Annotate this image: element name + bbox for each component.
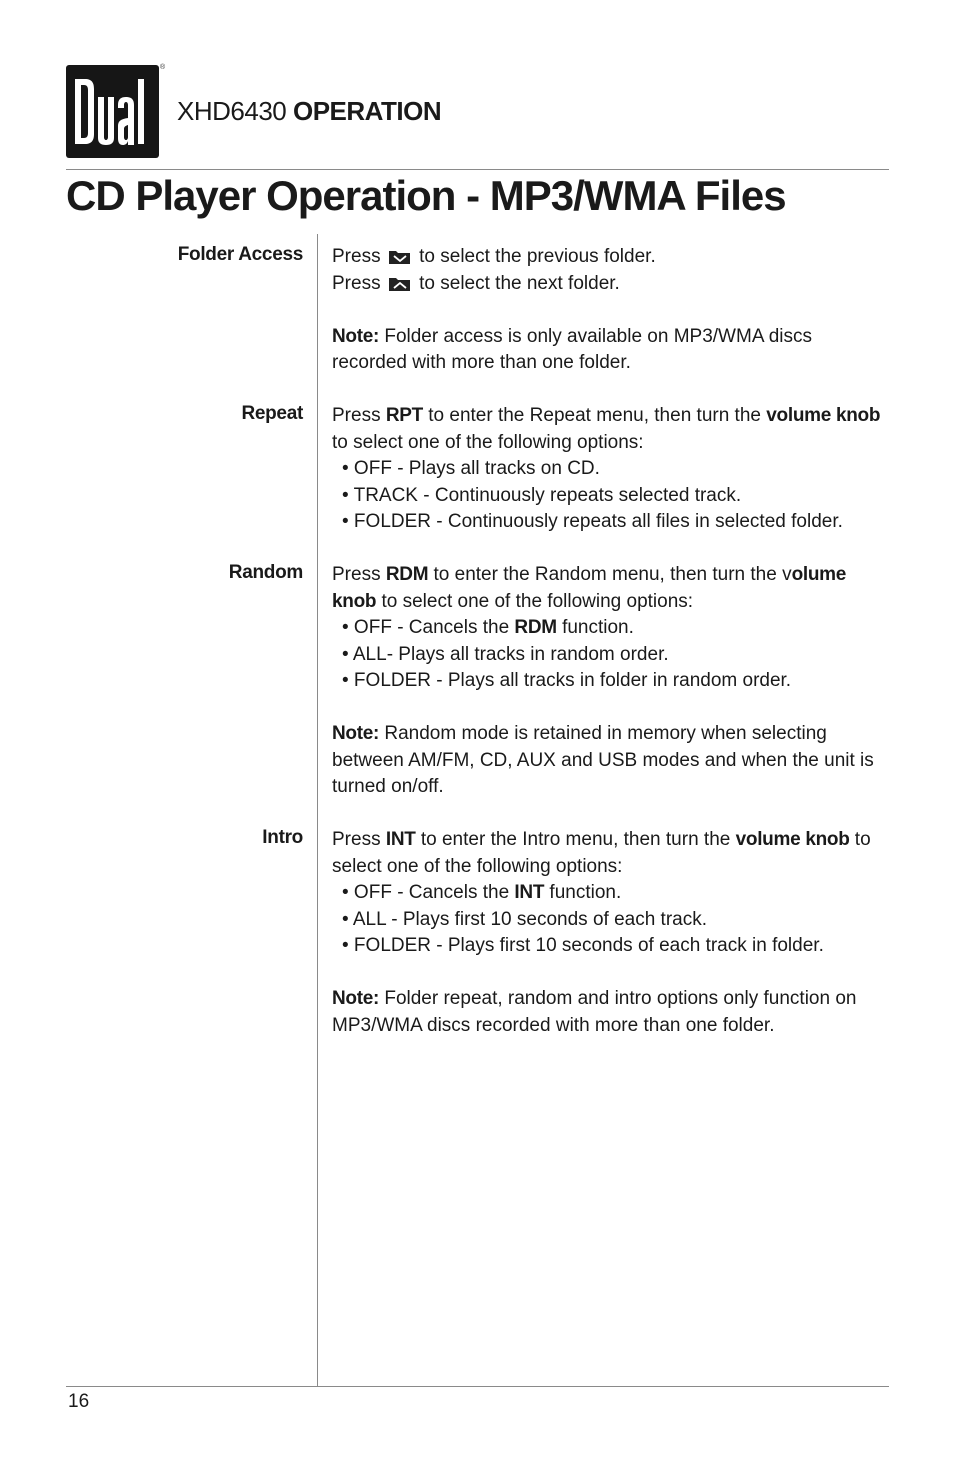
footer-divider bbox=[66, 1386, 889, 1387]
text: function. bbox=[549, 882, 622, 903]
page-number: 16 bbox=[68, 1391, 90, 1412]
volume-knob-name: volume knob bbox=[735, 829, 850, 850]
random-instructions bbox=[332, 562, 892, 615]
rdm-button-name: RDM bbox=[385, 564, 429, 585]
rdm-button-name: RDM bbox=[514, 617, 557, 638]
label-repeat: Repeat bbox=[241, 403, 303, 424]
column-divider bbox=[317, 234, 318, 1386]
text: Press bbox=[332, 272, 381, 294]
random-note bbox=[332, 721, 892, 801]
repeat-options bbox=[332, 456, 892, 536]
section-name: OPERATION bbox=[292, 96, 442, 126]
folder-note bbox=[332, 324, 892, 377]
registered-mark: ® bbox=[160, 64, 166, 71]
note-text: Folder repeat, random and intro options only function on MP3/WMA discs recorded with more than one folder. bbox=[332, 988, 857, 1036]
folder-up-icon bbox=[388, 276, 412, 292]
text: • OFF - Cancels the bbox=[342, 882, 510, 903]
label-intro: Intro bbox=[262, 827, 303, 848]
text: Press bbox=[332, 829, 381, 850]
list-item: • ALL- Plays all tracks in random order. bbox=[342, 643, 669, 665]
folder-access-block bbox=[332, 244, 892, 377]
random-options bbox=[332, 615, 892, 695]
text: • OFF - Cancels the bbox=[342, 617, 510, 638]
note-label: Note: bbox=[332, 325, 380, 347]
header-title bbox=[177, 96, 441, 127]
volume-knob-name: olume knob bbox=[332, 564, 847, 612]
list-item: • OFF - Plays all tracks on CD. bbox=[342, 458, 600, 479]
text: to select the previous folder. bbox=[419, 246, 656, 267]
dual-logo bbox=[66, 65, 159, 158]
list-item: • FOLDER - Plays first 10 seconds of each track in folder. bbox=[342, 935, 824, 956]
list-item: • FOLDER - Continuously repeats all files in selected folder. bbox=[342, 511, 843, 532]
list-item bbox=[332, 880, 892, 907]
int-button-name: INT bbox=[514, 882, 545, 903]
intro-block bbox=[332, 827, 892, 1039]
random-block bbox=[332, 562, 892, 801]
text: to select one of the following options: bbox=[381, 590, 694, 612]
page-title: CD Player Operation - MP3/WMA Files bbox=[66, 172, 786, 219]
text: to enter the Random menu, then turn the v bbox=[433, 564, 792, 585]
text: to enter the Intro menu, then turn the bbox=[420, 829, 731, 850]
label-random: Random bbox=[228, 562, 303, 583]
dual-logo-mark bbox=[66, 65, 159, 158]
rpt-button-name: RPT bbox=[385, 405, 423, 426]
text: Press bbox=[332, 246, 381, 267]
repeat-instructions bbox=[332, 403, 892, 456]
intro-note bbox=[332, 986, 892, 1039]
intro-options bbox=[332, 880, 892, 960]
folder-down-icon bbox=[388, 249, 412, 265]
intro-instructions bbox=[332, 827, 892, 880]
text: Press bbox=[332, 405, 381, 426]
folder-next-line bbox=[332, 271, 892, 298]
text: to enter the Repeat menu, then turn the bbox=[428, 405, 761, 426]
list-item: • ALL - Plays first 10 seconds of each track. bbox=[342, 908, 708, 930]
list-item: • FOLDER - Plays all tracks in folder in random order. bbox=[342, 670, 792, 691]
folder-prev-line bbox=[332, 244, 892, 271]
text: Press bbox=[332, 564, 381, 585]
list-item: • TRACK - Continuously repeats selected track. bbox=[342, 484, 742, 506]
volume-knob-name: volume knob bbox=[766, 405, 881, 426]
text: function. bbox=[562, 617, 634, 638]
int-button-name: INT bbox=[385, 829, 416, 850]
text: to select one of the following options: bbox=[332, 829, 871, 877]
label-folder-access: Folder Access bbox=[177, 244, 303, 265]
note-text: Folder access is only available on MP3/WMA discs recorded with more than one folder. bbox=[332, 325, 813, 373]
repeat-block bbox=[332, 403, 892, 536]
list-item bbox=[332, 615, 892, 642]
note-label: Note: bbox=[332, 988, 380, 1009]
header-divider bbox=[66, 169, 889, 170]
note-label: Note: bbox=[332, 723, 380, 744]
note-text: Random mode is retained in memory when selecting between AM/FM, CD, AUX and USB modes and when the unit is turned on/off. bbox=[332, 723, 874, 797]
text: to select one of the following options: bbox=[332, 431, 644, 453]
text: to select the next folder. bbox=[419, 272, 620, 294]
model-number: XHD6430 bbox=[177, 96, 287, 126]
